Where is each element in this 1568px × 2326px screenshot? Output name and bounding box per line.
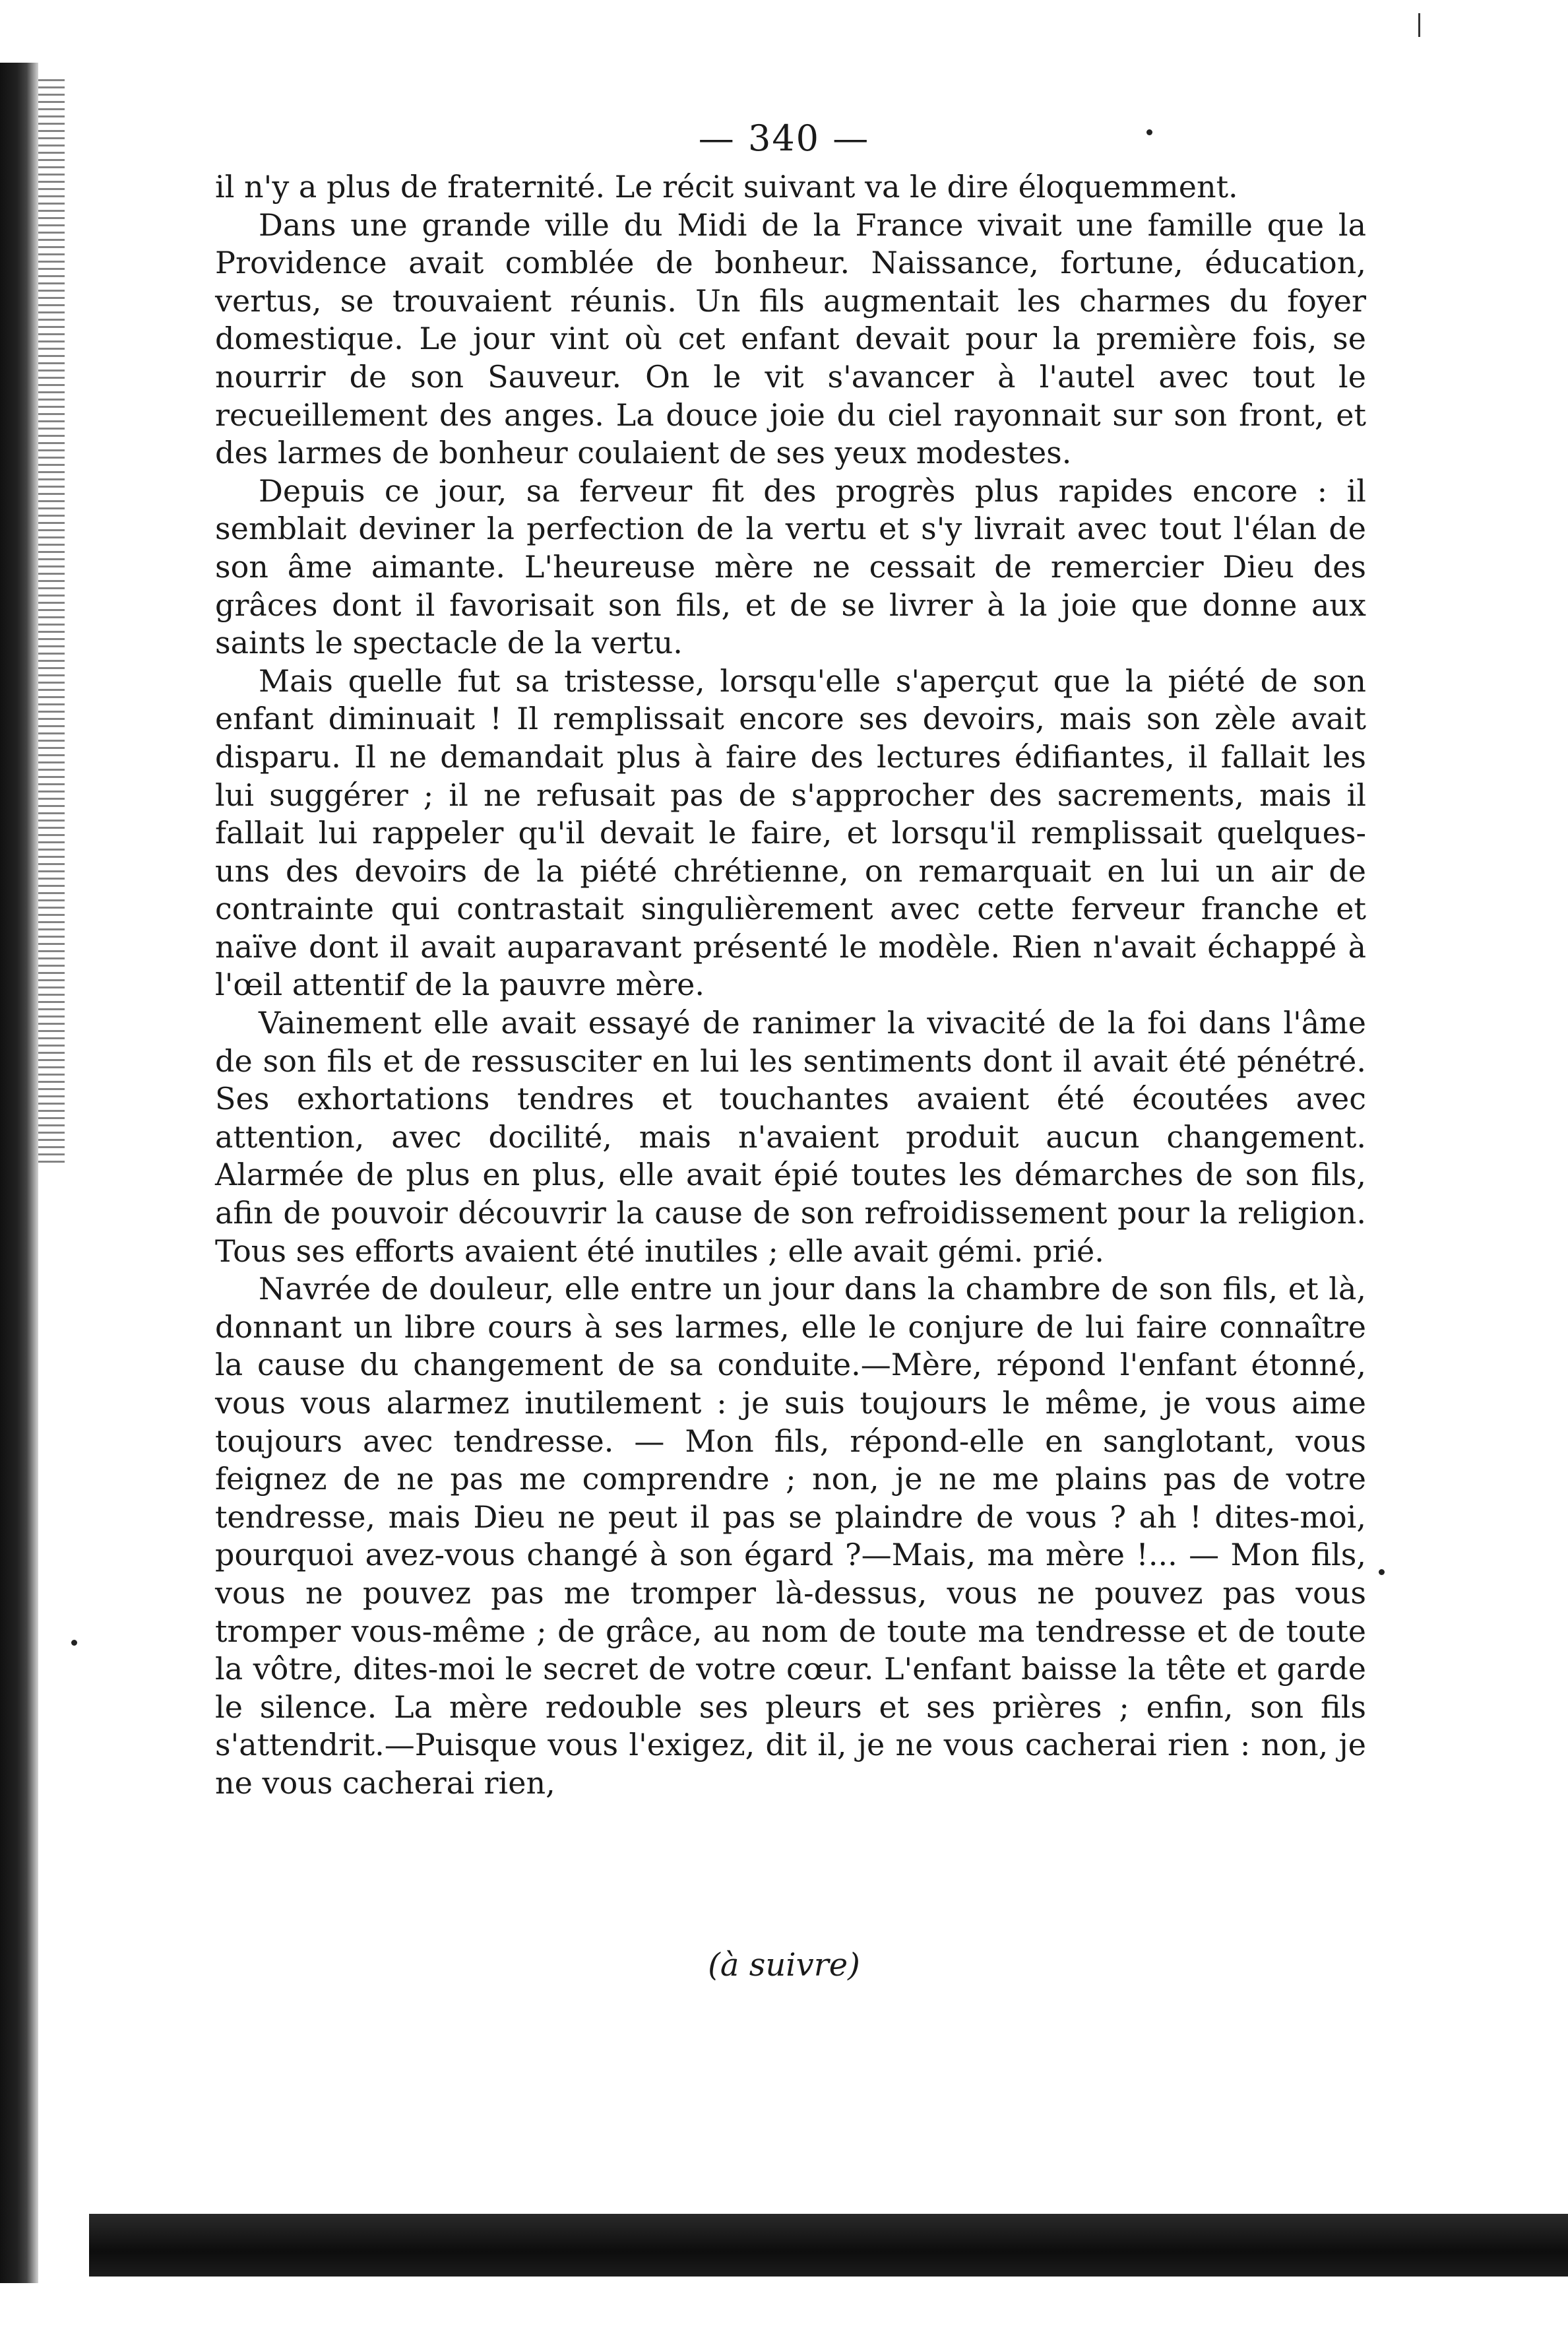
continuation-note: (à suivre) xyxy=(708,1947,860,1984)
paragraph: Depuis ce jour, sa ferveur fit des progrès plus rapides encore : il semblait deviner la perfection de la vertu et s'y livrait avec tout l'élan de son âme aimante. L'heureuse mère ne cessait de remercier Dieu des grâces dont il favorisait son fils, et de se livrer à la joie que donne aux saints le spectacle de la vertu. xyxy=(215,472,1366,661)
paragraph: Mais quelle fut sa tristesse, lorsqu'elle s'aperçut que la piété de son enfant diminuait ! Il remplissait encore ses devoirs, mais son zèle avait disparu. Il ne demandait plus à faire des lectures édifiantes, il fallait les lui suggérer ; il ne refusait pas de s'approcher des sacrements, mais il fallait lui rappeler qu'il devait le faire, et lorsqu'il remplissait quelques-uns des devoirs de la piété chrétienne, on remarquait en lui un air de contrainte qui contrastait singulièrement avec cette ferveur franche et naïve dont il avait auparavant présenté le modèle. Rien n'avait échappé à l'œil attentif de la pauvre mère. xyxy=(215,662,1366,1003)
paragraph: Vainement elle avait essayé de ranimer la vivacité de la foi dans l'âme de son fils et de ressusciter en lui les sentiments dont il avait été pénétré. Ses exhortations tendres et touchantes avaient été écoutées avec attention, avec docilité, mais n'avaient produit aucun changement. Alarmée de plus en plus, elle avait épié toutes les démarches de son fils, afin de pouvoir découvrir la cause de son refroidissement pour la religion. Tous ses efforts avaient été inutiles ; elle avait gémi. prié. xyxy=(215,1005,1366,1269)
binding-edge-texture xyxy=(38,79,65,1168)
paragraph: Navrée de douleur, elle entre un jour dans la chambre de son fils, et là, donnant un libre cours à ses larmes, elle le conjure de lui faire connaître la cause du changement de sa conduite.—Mère, répond l'enfant étonné, vous vous alarmez inutilement : je suis toujours le même, je vous aime toujours avec tendresse. — Mon fils, répond-elle en sanglotant, vous feignez de ne pas me comprendre ; non, je ne me plains pas de votre tendresse, mais Dieu ne peut il pas se plaindre de vous ? ah ! dites-moi, pourquoi avez-vous changé à son égard ?—Mais, ma mère !... — Mon fils, vous ne pouvez pas me tromper là-dessus, vous ne pouvez pas vous tromper vous-même ; de grâce, au nom de toute ma tendresse et de toute la vôtre, dites-moi le secret de votre cœur. L'enfant baisse la tête et garde le silence. La mère redouble ses pleurs et ses prières ; enfin, son fils s'attendrit.—Puisque vous l'exigez, dit il, je ne vous cacherai rien : non, je ne vous cacherai rien, xyxy=(215,1271,1366,1801)
paragraph: Dans une grande ville du Midi de la France vivait une famille que la Providence avait comblée de bonheur. Naissance, fortune, éducation, vertus, se trouvaient réunis. Un fils augmentait les charmes du foyer domestique. Le jour vint où cet enfant devait pour la première fois, se nourrir de son Sauveur. On le vit s'avancer à l'autel avec tout le recueillement des anges. La douce joie du ciel rayonnait sur son front, et des larmes de bonheur coulaient de ses yeux modestes. xyxy=(215,207,1366,471)
ink-dot xyxy=(71,1640,77,1646)
scan-mark xyxy=(1418,13,1420,37)
scan-bottom-edge xyxy=(89,2214,1568,2277)
body-text xyxy=(215,168,1366,1803)
paragraph: il n'y a plus de fraternité. Le récit suivant va le dire éloquemment. xyxy=(215,169,1238,205)
page-number: — 340 — xyxy=(698,117,870,159)
ink-dot xyxy=(1379,1569,1385,1575)
